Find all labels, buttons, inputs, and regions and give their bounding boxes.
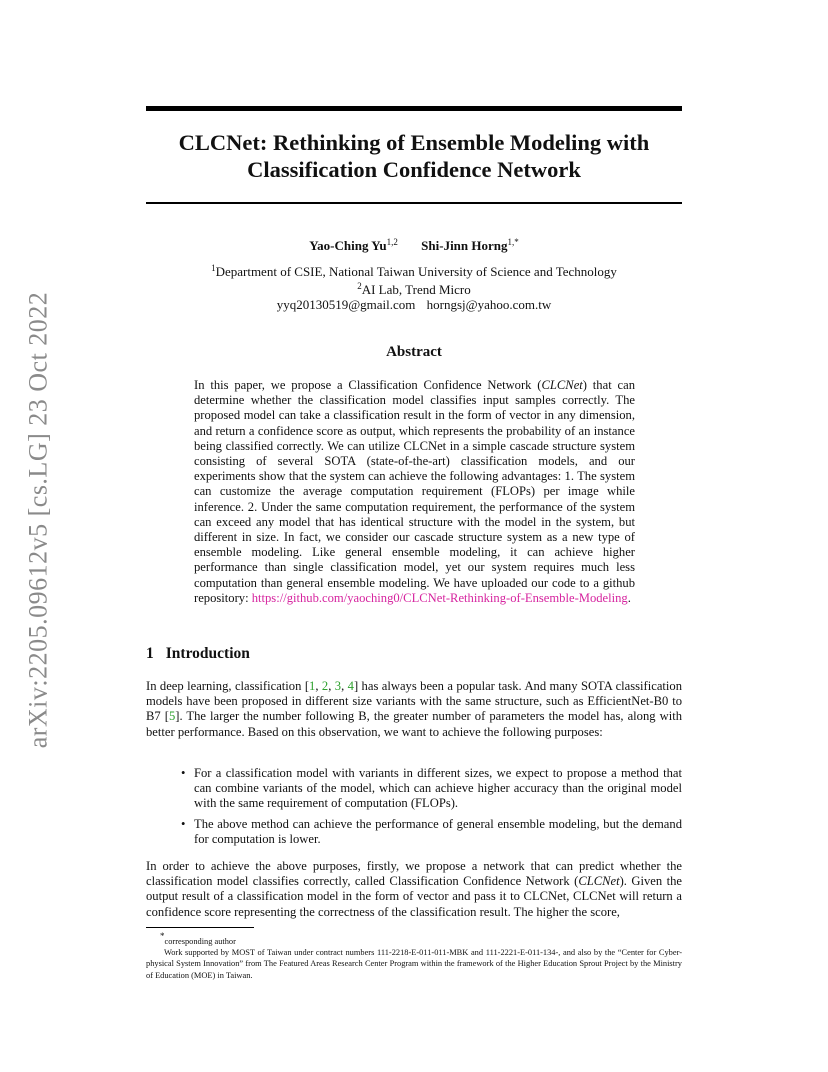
list-item-text: For a classification model with variants in different sizes, we expect to propose a method that can combine variants of the model, which can achieve higher accuracy than the original model with the same requirement of computation (FLOPs). <box>194 766 682 811</box>
arxiv-identifier-stamp <box>20 290 56 750</box>
affiliations <box>146 261 682 312</box>
affiliation-2-mark: 2 <box>357 281 362 291</box>
list-item-text: The above method can achieve the performance of general ensemble modeling, but the demand for computation is lower. <box>194 816 682 846</box>
bullet-icon: • <box>181 766 186 780</box>
list-item <box>178 766 682 812</box>
purposes-list <box>178 766 682 852</box>
abstract-part-1: In this paper, we propose a Classification Confidence Network ( <box>194 378 542 392</box>
footnotes <box>146 931 682 981</box>
abstract-heading: Abstract <box>386 344 442 360</box>
title-top-rule <box>146 106 682 111</box>
bullet-icon: • <box>181 816 186 831</box>
affiliation-1-text: Department of CSIE, National Taiwan University of Science and Technology <box>215 264 617 279</box>
abstract-clcnet-term: CLCNet <box>541 378 583 392</box>
intro-p2-clcnet-term: CLCNet <box>578 874 620 889</box>
author-1-affil-mark: 1,2 <box>386 237 398 247</box>
affiliation-1 <box>146 261 682 279</box>
intro-p2-text-b: ). Given the output result of a classification model in the form of vector and pass it to CLCNet, CLCNet will return a confidence score representing the correctness of the classification result. The higher the score, <box>146 874 682 919</box>
title-line-2: Classification Confidence Network <box>247 157 581 182</box>
citation-1[interactable]: 1 <box>309 679 316 693</box>
intro-p2-text-a: In order to achieve the above purposes, firstly, we propose a network that can predict whether the classification model classifies correctly, called Classification Confidence Network ( <box>146 859 682 889</box>
author-2-affil-mark: 1,* <box>507 237 519 247</box>
paper-title <box>146 129 682 183</box>
affiliation-2 <box>146 279 682 297</box>
footnote-corresponding-text: corresponding author <box>164 937 236 946</box>
author-emails <box>146 297 682 312</box>
footnote-corresponding <box>146 931 682 947</box>
title-line-1: CLCNet: Rethinking of Ensemble Modeling with <box>178 130 650 155</box>
author-2 <box>421 238 519 253</box>
list-item <box>178 817 682 847</box>
citation-3[interactable]: 3 <box>334 679 342 693</box>
abstract-text <box>194 378 635 606</box>
email-1[interactable]: yyq20130519@gmail.com <box>276 297 416 312</box>
abstract-part-2: ) that can determine whether the classification model classifies input samples correctly. The proposed model can take a classification result in the form of vector in any dimension, and return a confidence score as output, which represents the probability of an instance being classified correctly. We can utilize CLCNet in a simple cascade structure system consisting of several SOTA (state-of-the-art) classification models, and our experiments show that the system can achieve the following advantages: 1. The system can customize the average computation requirement (FLOPs) per image while inference. 2. Under the same computation requirement, the performance of the system can exceed any model that has identical structure with the model in the system, but different in size. In fact, we consider our cascade structure system as a new type of ensemble modeling. Like general ensemble modeling, it can achieve higher performance than single classification model, yet our system requires much less computation than general ensemble modeling. We have uploaded our code to a github repository: <box>194 378 635 605</box>
author-2-name: Shi-Jinn Horng <box>421 238 508 253</box>
citation-5[interactable]: 5 <box>168 709 176 724</box>
github-repo-link[interactable]: https://github.com/yaoching0/CLCNet-Rethinking-of-Ensemble-Modeling <box>251 590 628 605</box>
arxiv-identifier-text: arXiv:2205.09612v5 [cs.LG] 23 Oct 2022 <box>23 291 53 749</box>
footnote-funding: Work supported by MOST of Taiwan under contract numbers 111-2218-E-011-011-MBK and 111-2221-E-011-134-, and also by the “Center for Cyber-physical System Innovation” from The Featured Areas Research Center Program within the framework of the Higher Education Sprout Project by the Ministry of Education (MOE) in Taiwan. <box>146 948 682 980</box>
citation-4[interactable]: 4 <box>347 679 354 693</box>
section-number: 1 <box>146 645 154 662</box>
author-list <box>146 237 682 254</box>
author-1-name: Yao-Ching Yu <box>309 238 387 253</box>
intro-paragraph-1: In deep learning, classification [1, 2, 3, 4] has always been a popular task. And many SOTA classification models have been proposed in different size variants with the same structure, such as EfficientNet-B0 to B7 [5]. The larger the number following B, the greater number of parameters the model has, along with better performance. Based on this observation, we want to achieve the following purposes: <box>146 679 683 739</box>
intro-p1-text-b: ] has always been a popular task. And many SOTA classification models have been proposed in different size variants with the same structure, such as EfficientNet-B0 to B7 [ <box>146 679 683 724</box>
affiliation-1-mark: 1 <box>211 263 216 273</box>
section-heading-introduction <box>146 645 250 663</box>
abstract-end: . <box>627 590 631 605</box>
affiliation-2-text: AI Lab, Trend Micro <box>361 282 471 297</box>
footnote-mark: * <box>160 931 165 941</box>
title-bottom-rule <box>146 202 682 204</box>
intro-p1-text-a: In deep learning, classification [ <box>146 679 310 693</box>
author-1 <box>309 238 398 253</box>
email-2[interactable]: horngsj@yahoo.com.tw <box>426 297 552 312</box>
footnote-rule <box>146 927 254 928</box>
section-title: Introduction <box>165 645 250 662</box>
intro-paragraph-2 <box>146 859 682 920</box>
intro-p1-text-c: ]. The larger the number following B, the greater number of parameters the model has, along with better performance. Based on this observation, we want to achieve the following purposes: <box>146 709 682 739</box>
citation-2[interactable]: 2 <box>321 679 329 693</box>
